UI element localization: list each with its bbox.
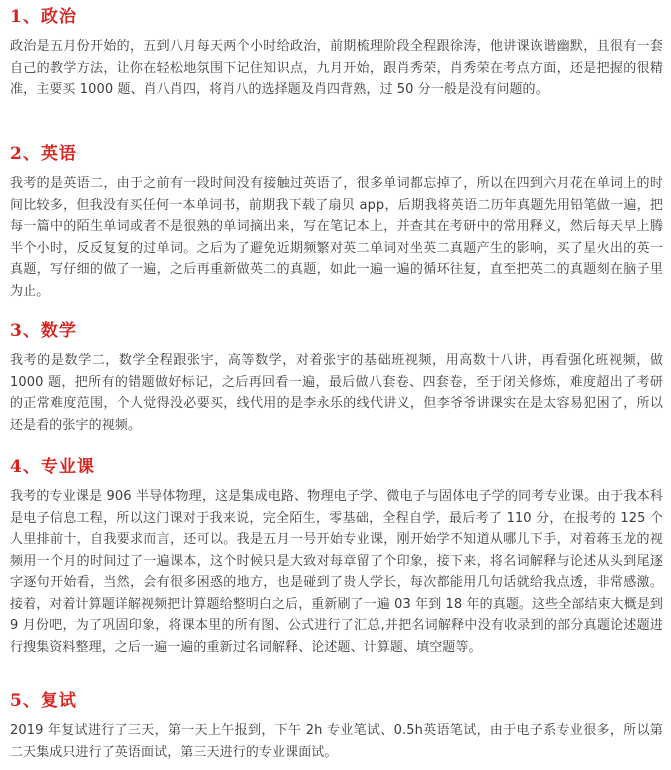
section-body: 我考的专业课是 906 半导体物理，这是集成电路、物理电子学、微电子与固体电子学的同考专业课。由于我本科是电子信息工程，所以这门课对于我来说，完全陌生，零基础，全程自学，最后考了 110 分，在报考的 125 个人里排前十，自我要求而言，还可以。我是五月一号开始专业课，刚开始学不知道从哪儿下手，对着蒋玉龙的视频用一个月的时间过了一遍课本，这个时候只是大致对每章留了个印象，接下来，将名词解释与论述从头到尾逐字逐句开始看，当然，会有很多困惑的地方，也是碰到了贵人学长，每次都能用几句话就给我点透，非常感激。接着，对着计算题详解视频把计算题给整明白之后，重新刷了一遍 03 年到 18 年的真题。这些全部结束大概是到 9 月份吧，为了巩固印象，将课本里的所有图、公式进行了汇总,并把名词解释中没有收录到的部分真题论述题进行搜集资料整理，之后一遍一遍的重新过名词解释、论述题、计算题、填空题等。	[10, 489, 664, 655]
section-body: 政治是五月份开始的，五到八月每天两个小时给政治，前期梳理阶段全程跟徐涛，他讲课诙谐幽默，且很有一套自己的教学方法，让你在轻松地氛围下记住知识点，九月开始，跟肖秀荣，肖秀荣在考点方面，还是把握的很精准，主要买 1000 题、肖八肖四，将肖八的选择题及肖四背熟，过 50 分一般是没有问题的。	[10, 39, 663, 97]
section-body: 2019 年复试进行了三天，第一天上午报到，下午 2h 专业笔试、0.5h英语笔试，由于电子系专业很多，所以第二天集成只进行了英语面试，第三天进行的专业课面试。	[10, 723, 663, 760]
section-major-course	[10, 456, 663, 658]
section-heading: 1、政治	[10, 7, 77, 27]
section-body: 我考的是数学二，数学全程跟张宇，高等数学，对着张宇的基础班视频，用高数十八讲，再看强化班视频，做 1000 题，把所有的错题做好标记，之后再回看一遍，最后做八套卷、四套卷，至于闭关修炼，难度超出了考研的正常难度范围，个人觉得没必要买，线代用的是李永乐的线代讲义，但李爷爷讲课实在是太容易犯困了，所以还是看的张宇的视频。	[10, 353, 663, 433]
section-heading: 3、数学	[10, 321, 77, 341]
section-heading: 5、复试	[10, 691, 77, 711]
section-retest	[10, 690, 663, 763]
section-english	[10, 143, 663, 302]
section-heading: 2、英语	[10, 144, 77, 164]
section-politics	[10, 6, 663, 101]
section-body: 我考的是英语二，由于之前有一段时间没有接触过英语了，很多单词都忘掉了，所以在四到六月花在单词上的时间比较多，但我没有买任何一本单词书，前期我下载了扇贝 app，后期我将英语二历年真题先用铅笔做一遍，把每一篇中的陌生单词或者不是很熟的单词摘出来，写在笔记本上，并查其在考研中的常用释义，然后每天早上腾半个小时，反反复复的过单词。之后为了避免近期频繁对英二单词对坐英二真题产生的影响，买了星火出的英一真题，写仔细的做了一遍，之后再重新做英二的真题，如此一遍一遍的循环往复，直至把英二的真题刻在脑子里为止。	[10, 176, 663, 299]
section-heading: 4、专业课	[10, 457, 95, 477]
section-math	[10, 320, 663, 436]
